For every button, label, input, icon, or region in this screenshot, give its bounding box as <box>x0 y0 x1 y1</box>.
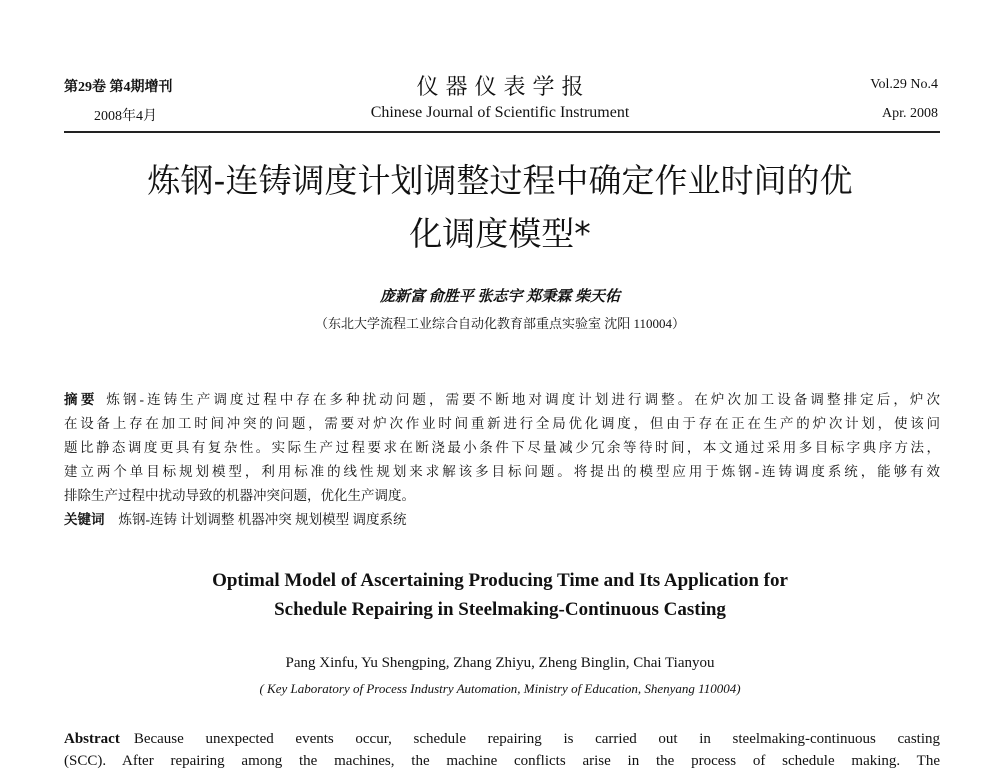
abstract-cn-label: 摘 要 <box>64 392 95 407</box>
abstract-en <box>64 731 940 748</box>
abstract-cn-line: 排除生产过程中扰动导致的机器冲突问题，优化生产调度。 <box>64 488 415 503</box>
abstract-cn-line: 在设备上存在加工时间冲突的问题，需要对炉次作业时间重新进行全局优化调度，但由于存在正在生产的炉次计划，使该问 <box>64 416 940 431</box>
title-cn-line2: 化调度模型* <box>409 214 591 253</box>
keywords-cn <box>64 508 407 528</box>
authors-cn: 庞新富 俞胜平 张志宇 郑秉霖 柴天佑 <box>379 289 620 305</box>
title-cn-line1: 炼钢-连铸调度计划调整过程中确定作业时间的优 <box>147 161 853 200</box>
abstract-cn-line: 建立两个单目标规划模型，利用标准的线性规划来求解该多目标问题。将提出的模型应用于炼钢-连铸调度系统，能够有效 <box>64 464 940 479</box>
abstract-cn <box>64 388 940 408</box>
keywords-cn-label: 关键词 <box>64 512 105 527</box>
title-en-line1: Optimal Model of Ascertaining Producing Time and Its Application for <box>212 570 788 591</box>
authors-en: Pang Xinfu, Yu Shengping, Zhang Zhiyu, Zheng Binglin, Chai Tianyou <box>285 655 715 671</box>
abstract-en-label: Abstract <box>64 731 120 747</box>
title-en-line2: Schedule Repairing in Steelmaking-Continuous Casting <box>274 599 726 620</box>
journal-name-en: Chinese Journal of Scientific Instrument <box>370 104 630 121</box>
journal-name-cn: 仪 器 仪 表 学 报 <box>416 75 584 100</box>
keywords-cn-text: 炼钢-连铸 计划调整 机器冲突 规划模型 调度系统 <box>118 512 407 527</box>
abstract-cn-line: 炼钢-连铸生产调度过程中存在多种扰动问题，需要不断地对调度计划进行调整。在炉次加工设备调整排定后，炉次 <box>106 392 940 407</box>
date-en: Apr. 2008 <box>882 106 938 121</box>
affiliation-cn: （东北大学流程工业综合自动化教育部重点实验室 沈阳 110004） <box>314 316 686 331</box>
header-rule <box>64 131 940 133</box>
abstract-en-line: Because unexpected events occur, schedule repairing is carried out in steelmaking-continuous casting <box>133 731 940 747</box>
affiliation-en: ( Key Laboratory of Process Industry Automation, Ministry of Education, Shenyang 110004) <box>259 681 741 696</box>
abstract-en-line: (SCC). After repairing among the machines, the machine conflicts arise in the process of schedule making. The <box>64 753 940 769</box>
date-cn: 2008年4月 <box>94 109 157 124</box>
abstract-cn-line: 题比静态调度更具有复杂性。实际生产过程要求在断浇最小条件下尽量减少冗余等待时间，本文通过采用多目标字典序方法， <box>64 440 940 455</box>
volume-issue-en: Vol.29 No.4 <box>870 77 938 92</box>
volume-issue-cn: 第29卷 第4期增刊 <box>64 80 173 95</box>
